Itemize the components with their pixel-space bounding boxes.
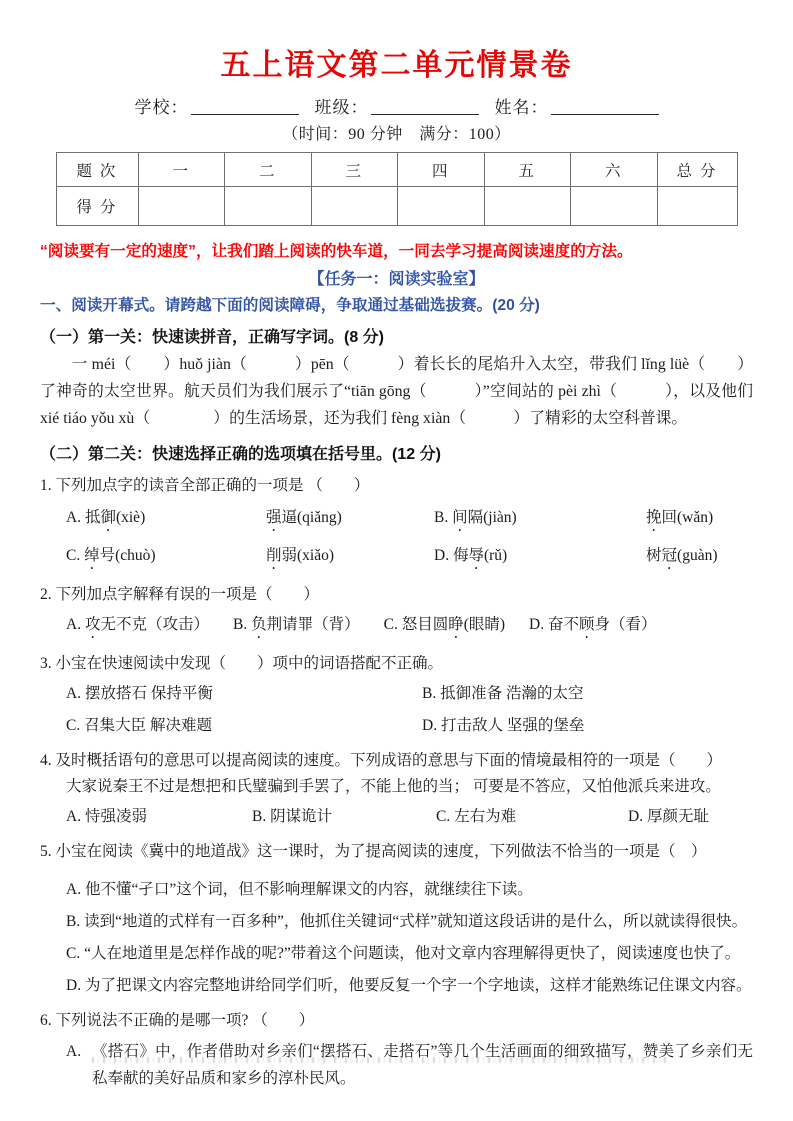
q2-option-b: B. 负荆请罪（背） [232,616,360,633]
q3-option-a: A. 摆放搭石 保持平衡 [66,685,213,702]
part1-heading: （一）第一关：快速读拼音，正确写字词。(8 分) [40,329,385,346]
question-3-stem: 3. 小宝在快速阅读中发现（ ）项中的词语搭配不正确。 [40,655,444,672]
q1-option-b-word1: B. 间隔(jiàn) [434,509,517,526]
q1-option-d-word1: D. 侮辱(rǔ) [434,547,508,564]
score-header-cell: 三 [311,153,398,187]
question-5-stem: 5. 小宝在阅读《冀中的地道战》这一课时，为了提高阅读的速度，下列做法不恰当的一项是（ ） [40,843,707,860]
question-1-stem: 1. 下列加点字的读音全部正确的一项是 （ ） [40,477,370,494]
q4-option-c: C. 左右为难 [436,808,517,825]
question-2-stem: 2. 下列加点字解释有误的一项是（ ） [40,586,320,603]
score-header-cell: 题 次 [56,153,138,187]
score-header-cell: 总 分 [657,153,737,187]
page-title: 五上语文第二单元情景卷 [220,49,573,82]
score-table [56,152,738,226]
school-blank-field [191,99,299,115]
name-blank-field [551,99,659,115]
score-empty-cell [138,187,225,226]
q5-option-a: A. 他不懂“孑口”这个词，但不影响理解课文的内容，就继续往下读。 [66,881,533,898]
q1-option-d-word2: 树冠(guàn) [646,547,718,564]
pinyin-fill-passage: 一 méi（ ）huǒ jiàn（ ）pēn（ ）着长长的尾焰升入太空，带我们 lǐng lüè（ ）了神奇的太空世界。航天员们为我们展示了“tiān gōng（ ）”空间站的 pèi zhì（ ），以及他们 xié tiáo yǒu xù（ ）的生活场景，还为我们 fèng xiàn（ ）了精彩的太空科普课。 [40,356,753,427]
page-bleed-artifact [92,1057,667,1063]
q4-option-a: A. 恃强凌弱 [66,808,147,825]
q6-option-a-text: 《搭石》中，作者借助对乡亲们“摆搭石、走搭石”等几个生活画面的细致描写，赞美了乡亲们无私奉献的美好品质和家乡的淳朴民风。 [92,1043,753,1087]
q1-option-c-word1: C. 绰号(chuò) [66,547,156,564]
score-header-cell: 四 [398,153,485,187]
name-label: 姓名： [494,98,549,117]
score-table-score-row [56,187,737,226]
score-header-cell: 五 [484,153,571,187]
q1-option-b-word2: 挽回(wǎn) [646,509,714,526]
question-5 [40,839,753,999]
score-header-cell: 一 [138,153,225,187]
question-6-stem: 6. 下列说法不正确的是哪一项? （ ） [40,1012,315,1029]
question-1 [40,473,753,573]
student-info-line [40,93,753,118]
class-label: 班级： [314,98,369,117]
q6-option-a-label: A. [66,1043,82,1060]
question-4 [40,748,753,830]
q6-option-a [40,1038,753,1092]
question-4-context: 大家说秦王不过是想把和氏璧骗到手罢了，不能上他的当； 可要是不答应，又怕他派兵来进攻。 [66,778,721,795]
q1-option-a-word1: A. 抵御(xiè) [66,509,146,526]
score-empty-cell [571,187,658,226]
question-6 [40,1008,753,1092]
reading-speed-intro: “阅读要有一定的速度”，让我们踏上阅读的快车道，一同去学习提高阅读速度的方法。 [40,243,633,260]
score-empty-cell [657,187,737,226]
score-table-header-row [56,153,737,187]
question-4-stem: 4. 及时概括语句的意思可以提高阅读的速度。下列成语的意思与下面的情境最相符的一项是（ ） [40,752,723,769]
question-3-options [40,681,753,739]
score-header-cell: 二 [225,153,312,187]
q1-option-a-word2: 强逼(qiǎng) [266,509,342,526]
q1-option-c-word2: 削弱(xiǎo) [266,547,335,564]
q2-option-a: A. 攻无不克（攻击） [66,616,209,633]
score-empty-cell [311,187,398,226]
q2-option-d: D. 奋不顾身（看） [529,616,657,633]
question-2 [40,582,753,642]
question-3 [40,651,753,739]
q3-option-c: C. 召集大臣 解决难题 [66,717,212,734]
q2-option-c: C. 怒目圆睁(眼睛) [383,616,506,633]
score-empty-cell [225,187,312,226]
question-1-options [40,505,753,573]
part2-heading: （二）第二关：快速选择正确的选项填在括号里。(12 分) [40,446,441,463]
section-one-heading: 一、阅读开幕式。请跨越下面的阅读障碍，争取通过基础选拔赛。(20 分) [40,297,540,314]
q5-option-c: C. “人在地道里是怎样作战的呢?”带着这个问题读，他对文章内容理解得更快了，阅读速度也快了。 [66,945,741,962]
task-one-banner: 【任务一：阅读实验室】 [308,271,485,288]
question-2-options [40,612,753,642]
score-empty-cell [398,187,485,226]
time-score-line: （时间：90 分钟 满分：100） [282,126,511,143]
class-blank-field [371,99,479,115]
q3-option-b: B. 抵御准备 浩瀚的太空 [422,685,584,702]
q4-option-d: D. 厚颜无耻 [628,808,709,825]
score-empty-cell [484,187,571,226]
score-header-cell: 六 [571,153,658,187]
q5-option-b: B. 读到“地道的式样有一百多种”，他抓住关键词“式样”就知道这段话讲的是什么，所以就读得很快。 [66,913,748,930]
score-row-label: 得 分 [56,187,138,226]
school-label: 学校： [134,98,189,117]
question-4-options [40,804,753,830]
q5-option-d: D. 为了把课文内容完整地讲给同学们听，他要反复一个字一个字地读，这样才能熟练记住课文内容。 [66,977,752,994]
q4-option-b: B. 阴谋诡计 [252,808,333,825]
q3-option-d: D. 打击敌人 坚强的堡垒 [422,717,585,734]
